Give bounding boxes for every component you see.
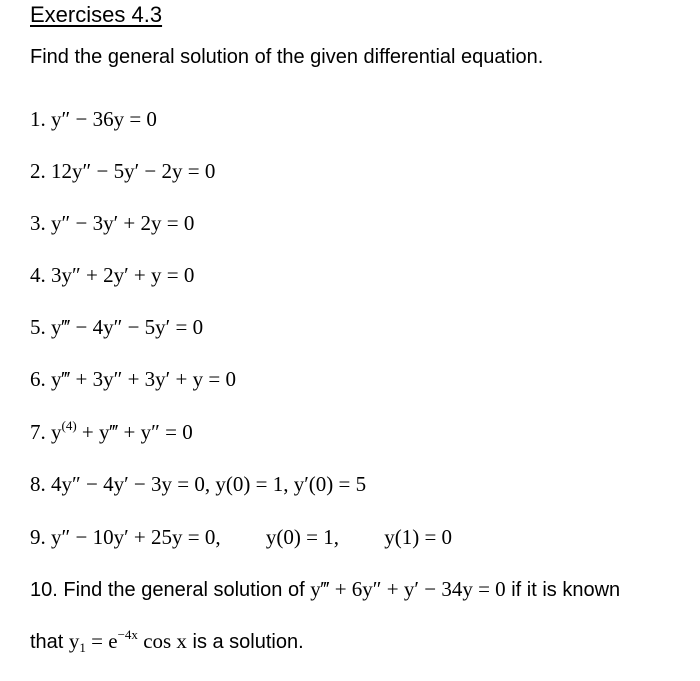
exercise-3: [30, 211, 194, 236]
equation: y″ − 3y′ + 2y = 0: [51, 211, 195, 235]
exercise-number: 6.: [30, 367, 46, 391]
exercise-8: [30, 472, 366, 497]
exercise-10-line-1: [30, 577, 620, 602]
exercise-4: [30, 263, 194, 288]
exponent: −4x: [117, 627, 138, 642]
exercise-10-line-2: [30, 629, 304, 654]
problem-text: is a solution.: [186, 631, 304, 653]
equation: y‴ + 6y″ + y′ − 34y = 0: [310, 577, 506, 601]
exercise-number: 10.: [30, 579, 58, 601]
equation: y″ − 10y′ + 25y = 0,: [51, 525, 221, 549]
exercise-9: [30, 525, 452, 550]
exercise-number: 9.: [30, 525, 46, 549]
exercise-7: [30, 420, 193, 445]
initial-conditions: y(0) = 1, y′(0) = 5: [215, 472, 367, 496]
equation: 12y″ − 5y′ − 2y = 0: [51, 159, 216, 183]
equation-part: = e: [85, 629, 118, 653]
solution-symbol: y: [68, 629, 80, 653]
exercise-6: [30, 367, 236, 392]
known-solution: [69, 629, 187, 653]
page-title: Exercises 4.3: [30, 2, 163, 27]
equation-part: + y‴ + y″ = 0: [76, 420, 193, 444]
equation: y‴ − 4y″ − 5y′ = 0: [51, 315, 204, 339]
exercise-2: [30, 159, 215, 184]
equation: 3y″ + 2y′ + y = 0: [51, 263, 195, 287]
exercise-number: 3.: [30, 211, 46, 235]
exercise-number: 5.: [30, 315, 46, 339]
equation: [51, 420, 193, 444]
exercise-number: 2.: [30, 159, 46, 183]
exercise-5: [30, 315, 203, 340]
exercise-number: 8.: [30, 472, 46, 496]
exercise-number: 4.: [30, 263, 46, 287]
equation-part: y: [51, 420, 62, 444]
problem-text: if it is known: [505, 579, 621, 601]
equation: y″ − 36y = 0: [51, 107, 157, 131]
exercise-number: 1.: [30, 107, 46, 131]
equation: 4y″ − 4y′ − 3y = 0,: [51, 472, 211, 496]
equation-part: cos x: [137, 629, 187, 653]
boundary-condition-1: y(0) = 1,: [265, 525, 339, 549]
instruction-text: Find the general solution of the given differential equation.: [30, 46, 544, 68]
exercise-1: [30, 107, 157, 132]
derivative-order: (4): [61, 418, 77, 433]
solution-subscript: 1: [79, 640, 86, 655]
equation: y‴ + 3y″ + 3y′ + y = 0: [51, 367, 236, 391]
boundary-condition-2: y(1) = 0: [384, 525, 453, 549]
problem-text: that: [30, 631, 69, 653]
problem-text: Find the general solution of: [63, 579, 311, 601]
exercise-number: 7.: [30, 420, 46, 444]
